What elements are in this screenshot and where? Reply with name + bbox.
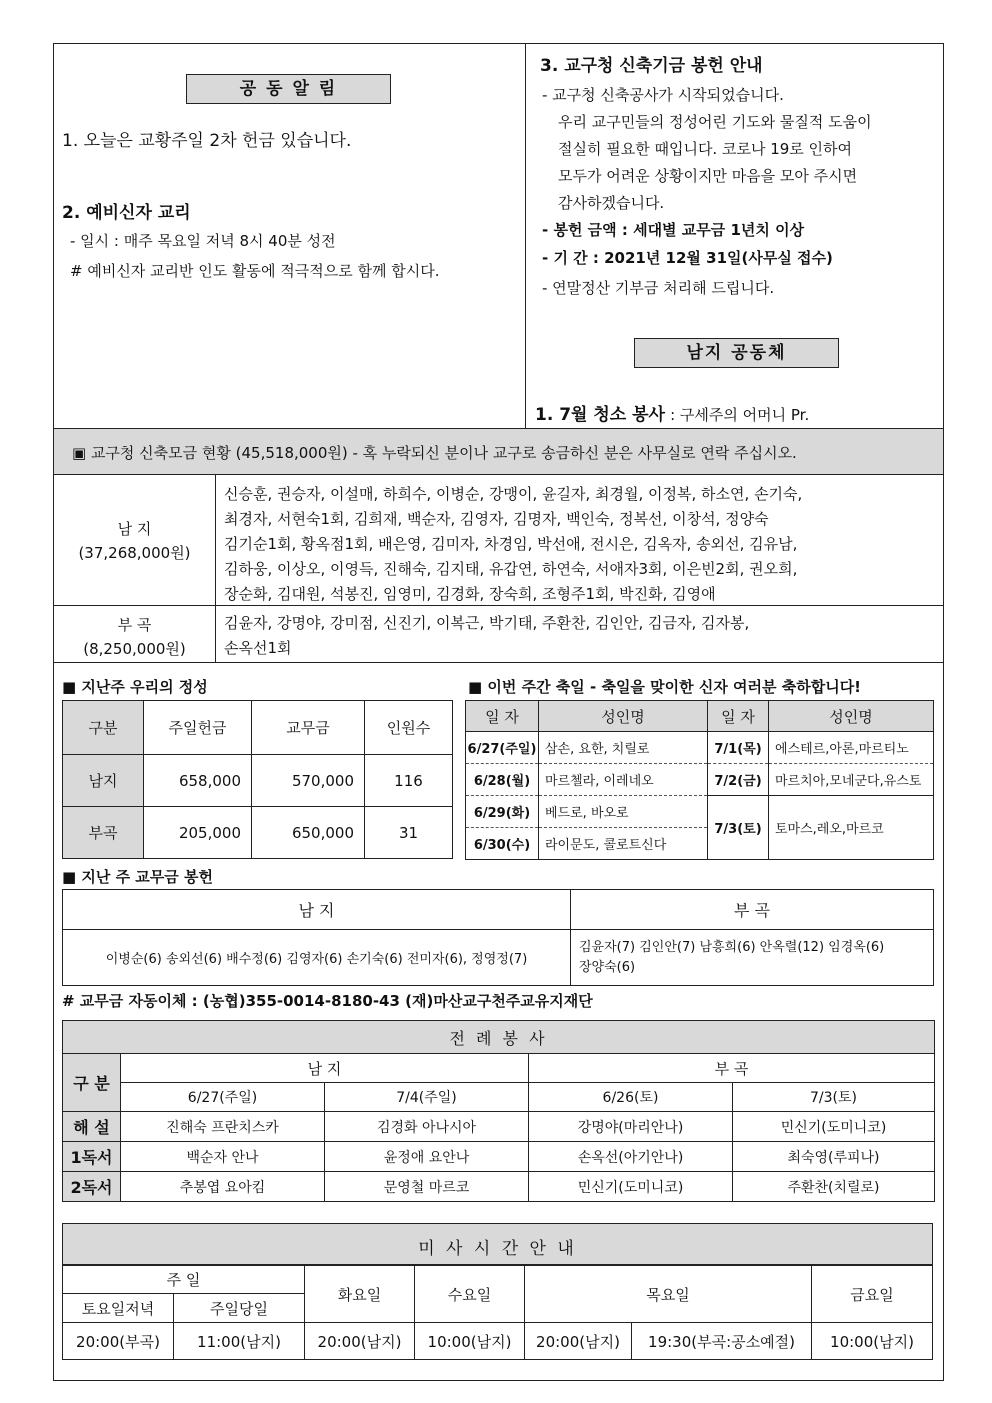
liturgy-date: 7/4(주일): [325, 1083, 529, 1112]
fund-namji-names: [224, 482, 802, 607]
offering-cell: 31: [365, 807, 453, 859]
feast-saints: 베드로, 바오로: [539, 796, 708, 828]
mass-time: 20:00(부곡): [63, 1323, 174, 1360]
liturgy-date: 7/3(토): [733, 1083, 935, 1112]
mass-thu: 목요일: [525, 1266, 812, 1323]
dues-bugok-names: [571, 930, 934, 986]
building-fund-line: 감사하겠습니다.: [558, 194, 665, 212]
liturgy-table: [62, 1020, 935, 1202]
table-row: [466, 732, 934, 764]
offering-cell: 남지: [63, 755, 144, 807]
mass-wed: 수요일: [415, 1266, 525, 1323]
feast-saints: 마르첼라, 이레네오: [539, 764, 708, 796]
liturgy-role: 해 설: [63, 1112, 121, 1142]
dues-namji-header: 남 지: [63, 890, 571, 930]
feast-date: 6/30(수): [466, 828, 539, 860]
liturgy-cell: 손옥선(아기안나): [529, 1142, 733, 1172]
divider: [215, 474, 216, 662]
dues-bugok-header: 부 곡: [571, 890, 934, 930]
common-notice-title: 공 동 알 림: [186, 74, 391, 104]
cleaning-service-value: : 구세주의 어머니 Pr.: [670, 406, 810, 424]
name-line: 김윤자, 강명야, 강미점, 신진기, 이복근, 박기태, 주환찬, 김인안, 김금자, 김자봉,: [224, 614, 750, 632]
liturgy-title: 전 례 봉 사: [63, 1021, 935, 1054]
offering-header: 구분: [63, 701, 144, 755]
feast-date: 6/27(주일): [466, 732, 539, 764]
mass-time: 19:30(부곡:공소예절): [632, 1323, 812, 1360]
mass-table: [62, 1265, 933, 1360]
offering-cell: 570,000: [252, 755, 365, 807]
offering-cell: 116: [365, 755, 453, 807]
notice-item-1: 1. 오늘은 교황주일 2차 헌금 있습니다.: [62, 131, 352, 151]
table-row: [466, 764, 934, 796]
liturgy-cell: 문영철 마르코: [325, 1172, 529, 1202]
name-line: 장순화, 김대원, 석봉진, 임영미, 김경화, 장숙희, 조형주1회, 박진화, 김영애: [224, 585, 716, 603]
dues-title: ■ 지난 주 교무금 봉헌: [62, 868, 213, 886]
notice-item-2-time: - 일시 : 매주 목요일 저녁 8시 40분 성전: [70, 232, 336, 250]
feast-saints: 마르치아,모네군다,유스토: [769, 764, 934, 796]
mass-time: 20:00(남지): [305, 1323, 415, 1360]
liturgy-date: 6/26(토): [529, 1083, 733, 1112]
liturgy-namji: 남 지: [121, 1054, 529, 1083]
namji-community-title: 남지 공동체: [634, 338, 839, 368]
building-fund-line: 모두가 어려운 상황이지만 마음을 모아 주시면: [558, 167, 858, 185]
feast-date: 6/29(화): [466, 796, 539, 828]
liturgy-cell: 백순자 안나: [121, 1142, 325, 1172]
dues-table: [62, 889, 934, 986]
table-row: [63, 1323, 933, 1360]
table-row: [466, 796, 934, 828]
mass-time: 20:00(남지): [525, 1323, 632, 1360]
cleaning-service: [535, 400, 809, 425]
liturgy-date: 6/27(주일): [121, 1083, 325, 1112]
offering-header: 주일헌금: [144, 701, 252, 755]
feast-date: 6/28(월): [466, 764, 539, 796]
liturgy-role: 2독서: [63, 1172, 121, 1202]
table-row: [63, 1142, 935, 1172]
name-line: 최경자, 서현숙1회, 김희재, 백순자, 김영자, 김명자, 백인숙, 정복선, 이창석, 정양숙: [224, 510, 769, 528]
mass-time: 11:00(남지): [174, 1323, 305, 1360]
offering-header: 인원수: [365, 701, 453, 755]
building-fund-tax: - 연말정산 기부금 처리해 드립니다.: [542, 279, 775, 297]
table-row: [63, 1172, 935, 1202]
feast-table: [465, 700, 934, 860]
offering-title: ■ 지난주 우리의 정성: [62, 678, 208, 696]
liturgy-bugok: 부 곡: [529, 1054, 935, 1083]
building-fund-period: - 기 간 : 2021년 12월 31일(사무실 접수): [542, 249, 833, 267]
name-line: 김기순1회, 황옥점1회, 배은영, 김미자, 차경임, 박선애, 전시은, 김옥자, 송외선, 김유남,: [224, 535, 798, 553]
liturgy-cell: 진해숙 프란치스카: [121, 1112, 325, 1142]
auto-transfer-note: # 교무금 자동이체 : (농협)355-0014-8180-43 (재)마산교구천주교유지재단: [62, 992, 593, 1010]
liturgy-cell: 민신기(도미니코): [529, 1172, 733, 1202]
liturgy-cell: 주환찬(치릴로): [733, 1172, 935, 1202]
feast-header: 성인명: [539, 701, 708, 732]
notice-item-2-note: # 예비신자 교리반 인도 활동에 적극적으로 함께 합시다.: [70, 262, 440, 280]
liturgy-cell: 최숙영(루피나): [733, 1142, 935, 1172]
notice-item-2: 2. 예비신자 교리: [62, 203, 191, 223]
divider: [53, 662, 944, 663]
feast-date: 7/1(목): [708, 732, 769, 764]
building-fund-line: 절실히 필요한 때입니다. 코로나 19로 인하여: [558, 140, 853, 158]
name-line: 신승훈, 권승자, 이설매, 하희수, 이병순, 강맹이, 윤길자, 최경월, 이정복, 하소연, 손기숙,: [224, 485, 803, 503]
table-row: [63, 1112, 935, 1142]
feast-header: 일 자: [708, 701, 769, 732]
feast-saints: 에스테르,아론,마르티노: [769, 732, 934, 764]
offering-cell: 650,000: [252, 807, 365, 859]
fund-namji-label: 남 지: [117, 520, 152, 538]
feast-header: 일 자: [466, 701, 539, 732]
name-line: 장양숙(6): [579, 959, 636, 975]
name-line: 손옥선1회: [224, 639, 292, 657]
feast-saints: 토마스,레오,마르코: [769, 796, 934, 860]
mass-sat-evening: 토요일저녁: [63, 1294, 174, 1323]
fund-bugok-names: [224, 611, 749, 661]
fund-status-header: ▣ 교구청 신축모금 현황 (45,518,000원) - 혹 누락되신 분이나 교구로 송금하신 분은 사무실로 연락 주십시오.: [72, 444, 797, 462]
feast-title: ■ 이번 주간 축일 - 축일을 맞이한 신자 여러분 축하합니다!: [468, 678, 862, 696]
mass-sunday: 주 일: [63, 1266, 305, 1294]
liturgy-cell: 윤정애 요안나: [325, 1142, 529, 1172]
offering-cell: 205,000: [144, 807, 252, 859]
building-fund-heading: 3. 교구청 신축기금 봉헌 안내: [540, 56, 763, 76]
name-line: 김윤자(7) 김인안(7) 남흥희(6) 안옥렬(12) 임경옥(6): [579, 939, 885, 955]
fund-namji-amount: (37,268,000원): [78, 544, 191, 562]
mass-time: 10:00(남지): [415, 1323, 525, 1360]
feast-date: 7/2(금): [708, 764, 769, 796]
fund-bugok-amount: (8,250,000원): [83, 640, 186, 658]
building-fund-amount: - 봉헌 금액 : 세대별 교무금 1년치 이상: [542, 221, 805, 239]
feast-header: 성인명: [769, 701, 934, 732]
building-fund-line: - 교구청 신축공사가 시작되었습니다.: [542, 86, 784, 104]
liturgy-cell: 민신기(도미니코): [733, 1112, 935, 1142]
feast-saints: 삼손, 요한, 치릴로: [539, 732, 708, 764]
column-divider: [525, 43, 526, 428]
mass-fri: 금요일: [812, 1266, 933, 1323]
liturgy-cell: 강명야(마리안나): [529, 1112, 733, 1142]
mass-title: 미 사 시 간 안 내: [418, 1239, 577, 1259]
liturgy-col-label: 구 분: [63, 1054, 121, 1112]
mass-tue: 화요일: [305, 1266, 415, 1323]
dues-namji-names: 이병순(6) 송외선(6) 배수정(6) 김영자(6) 손기숙(6) 전미자(6), 정영정(7): [63, 930, 571, 986]
offering-cell: 부곡: [63, 807, 144, 859]
offering-table: [62, 700, 453, 859]
table-row: [63, 755, 453, 807]
table-row: [63, 807, 453, 859]
building-fund-line: 우리 교구민들의 정성어린 기도와 물질적 도움이: [558, 113, 872, 131]
offering-cell: 658,000: [144, 755, 252, 807]
cleaning-service-label: 1. 7월 청소 봉사: [535, 405, 665, 425]
feast-saints: 라이문도, 콜로트신다: [539, 828, 708, 860]
mass-time: 10:00(남지): [812, 1323, 933, 1360]
divider: [53, 474, 944, 475]
mass-sunday-day: 주일당일: [174, 1294, 305, 1323]
liturgy-role: 1독서: [63, 1142, 121, 1172]
offering-header: 교무금: [252, 701, 365, 755]
liturgy-cell: 추봉엽 요아킴: [121, 1172, 325, 1202]
feast-date: 7/3(토): [708, 796, 769, 860]
name-line: 김하웅, 이상오, 이영득, 진해숙, 김지태, 유갑연, 하연숙, 서애자3회, 이은빈2회, 권오희,: [224, 560, 798, 578]
liturgy-cell: 김경화 아나시아: [325, 1112, 529, 1142]
fund-bugok-label: 부 곡: [117, 616, 152, 634]
